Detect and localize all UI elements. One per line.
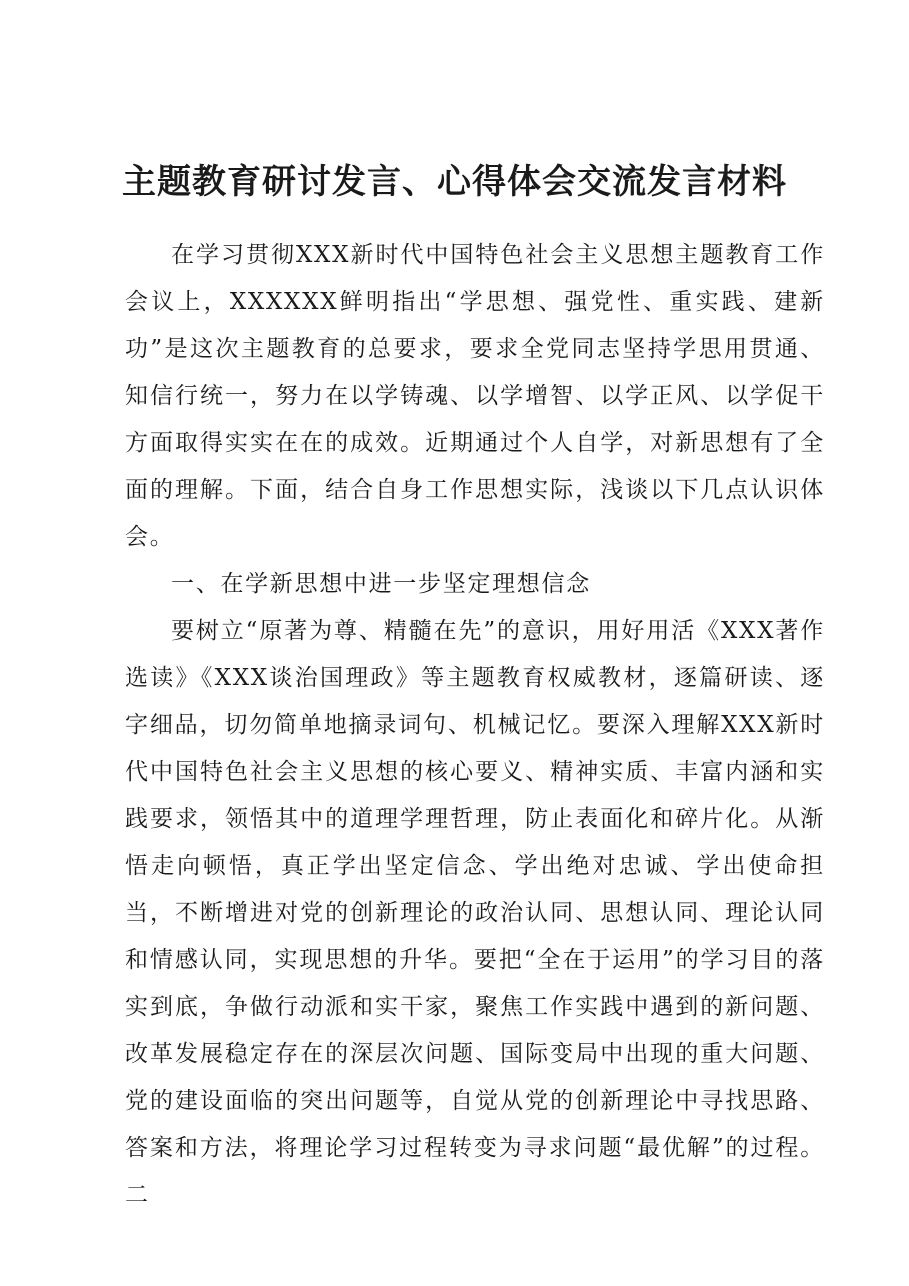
paragraph-intro: 在学习贯彻XXX新时代中国特色社会主义思想主题教育工作会议上，XXXXXX鲜明指出“学思想、强党性、重实践、建新功”是这次主题教育的总要求，要求全党同志坚持学思用贯通、知信行统一，努力在以学铸魂、以学增智、以学正风、以学促干方面取得实实在在的成效。近期通过个人自学，对新思想有了全面的理解。下面，结合自身工作思想实际，浅谈以下几点认识体会。 (125, 242, 825, 550)
section-heading-1: 一、在学新思想中进一步坚定理想信念 (171, 571, 591, 597)
paragraph-section-1: 要树立“原著为尊、精髓在先”的意识，用好用活《XXX著作选读》《XXX谈治国理政》等主题教育权威教材，逐篇研读、逐字细品，切勿简单地摘录词句、机械记忆。要深入理解XXX新时代中国特色社会主义思想的核心要义、精神实质、丰富内涵和实践要求，领悟其中的道理学理哲理，防止表面化和碎片化。从渐悟走向顿悟，真正学出坚定信念、学出绝对忠诚、学出使命担当，不断增进对党的创新理论的政治认同、思想认同、理论认同和情感认同，实现思想的升华。要把“全在于运用”的学习目的落实到底，争做行动派和实干家，聚焦工作实践中遇到的新问题、改革发展稳定存在的深层次问题、国际变局中出现的重大问题、党的建设面临的突出问题等，自觉从党的创新理论中寻找思路、答案和方法，将理论学习过程转变为寻求问题“最优解”的过程。二 (125, 618, 825, 1208)
document-body (125, 232, 825, 1219)
document-title: 主题教育研讨发言、心得体会交流发言材料 (122, 162, 787, 202)
